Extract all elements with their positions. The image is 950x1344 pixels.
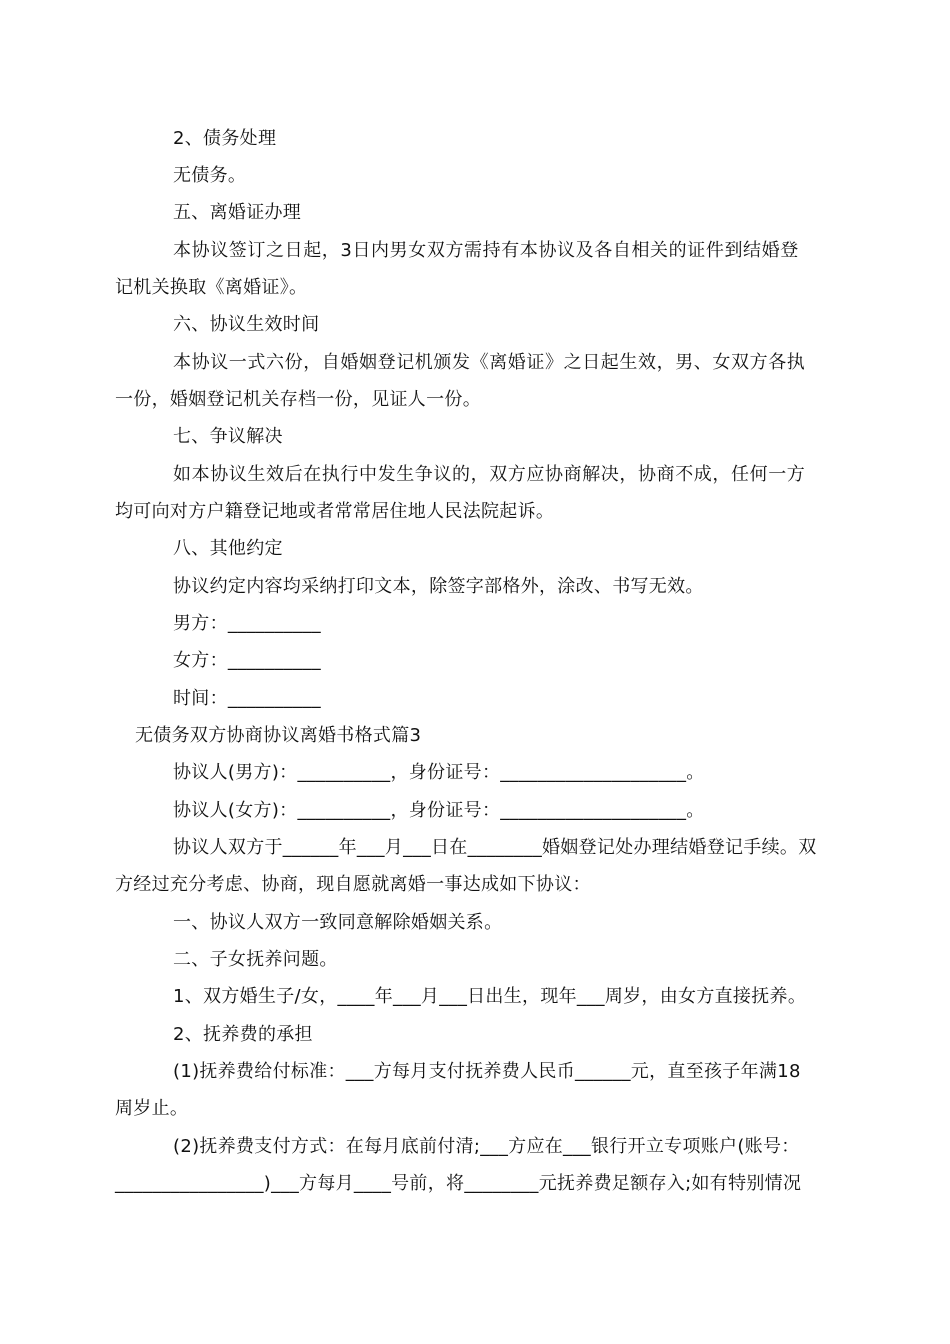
- section-heading: 二、子女抚养问题。: [173, 949, 338, 970]
- section-heading: 八、其他约定: [173, 538, 283, 559]
- section-heading: 2、抚养费的承担: [173, 1024, 313, 1045]
- document-title: 无债务双方协商协议离婚书格式篇3: [135, 725, 422, 746]
- paragraph-line: 协议约定内容均采纳打印文本，除签字部格外，涂改、书写无效。: [173, 576, 704, 597]
- section-heading: 五、离婚证办理: [173, 202, 302, 223]
- paragraph-line: 本协议签订之日起，3日内男女双方需持有本协议及各自相关的证件到结婚登: [173, 240, 799, 261]
- section-heading: 2、债务处理: [173, 128, 277, 149]
- section-heading: 六、协议生效时间: [173, 314, 320, 335]
- paragraph-line: 协议人双方于______年___月___日在________婚姻登记处办理结婚登记手续。双: [173, 837, 817, 858]
- paragraph-line: 1、双方婚生子/女，____年___月___日出生，现年___周岁，由女方直接抚养。: [173, 986, 807, 1007]
- paragraph-line: 本协议一式六份，自婚姻登记机颁发《离婚证》之日起生效，男、女双方各执: [173, 352, 806, 373]
- paragraph-line: (1)抚养费给付标准：___方每月支付抚养费人民币______元，直至孩子年满18: [173, 1061, 801, 1082]
- party-line-female: 协议人(女方)：__________，身份证号：____________________。: [173, 800, 705, 821]
- paragraph-line: 无债务。: [173, 165, 247, 186]
- section-heading: 一、协议人双方一致同意解除婚姻关系。: [173, 912, 503, 933]
- paragraph-line: (2)抚养费支付方式：在每月底前付清;___方应在___银行开立专项账户(账号：: [173, 1136, 800, 1157]
- paragraph-line: 方经过充分考虑、协商，现自愿就离婚一事达成如下协议：: [115, 874, 591, 895]
- paragraph-line: 周岁止。: [115, 1098, 189, 1119]
- paragraph-line: 如本协议生效后在执行中发生争议的，双方应协商解决，协商不成，任何一方: [173, 464, 806, 485]
- paragraph-line: 均可向对方户籍登记地或者常常居住地人民法院起诉。: [115, 501, 555, 522]
- signature-field-female: 女方：__________: [173, 650, 321, 671]
- party-line-male: 协议人(男方)：__________，身份证号：____________________。: [173, 762, 705, 783]
- paragraph-line: 记机关换取《离婚证》。: [115, 277, 308, 298]
- paragraph-line: 一份，婚姻登记机关存档一份，见证人一份。: [115, 389, 481, 410]
- signature-field-male: 男方：__________: [173, 613, 321, 634]
- section-heading: 七、争议解决: [173, 426, 283, 447]
- paragraph-line: ________________)___方每月____号前，将________元抚养费足额存入;如有特别情况: [115, 1173, 802, 1194]
- signature-field-date: 时间：__________: [173, 688, 321, 709]
